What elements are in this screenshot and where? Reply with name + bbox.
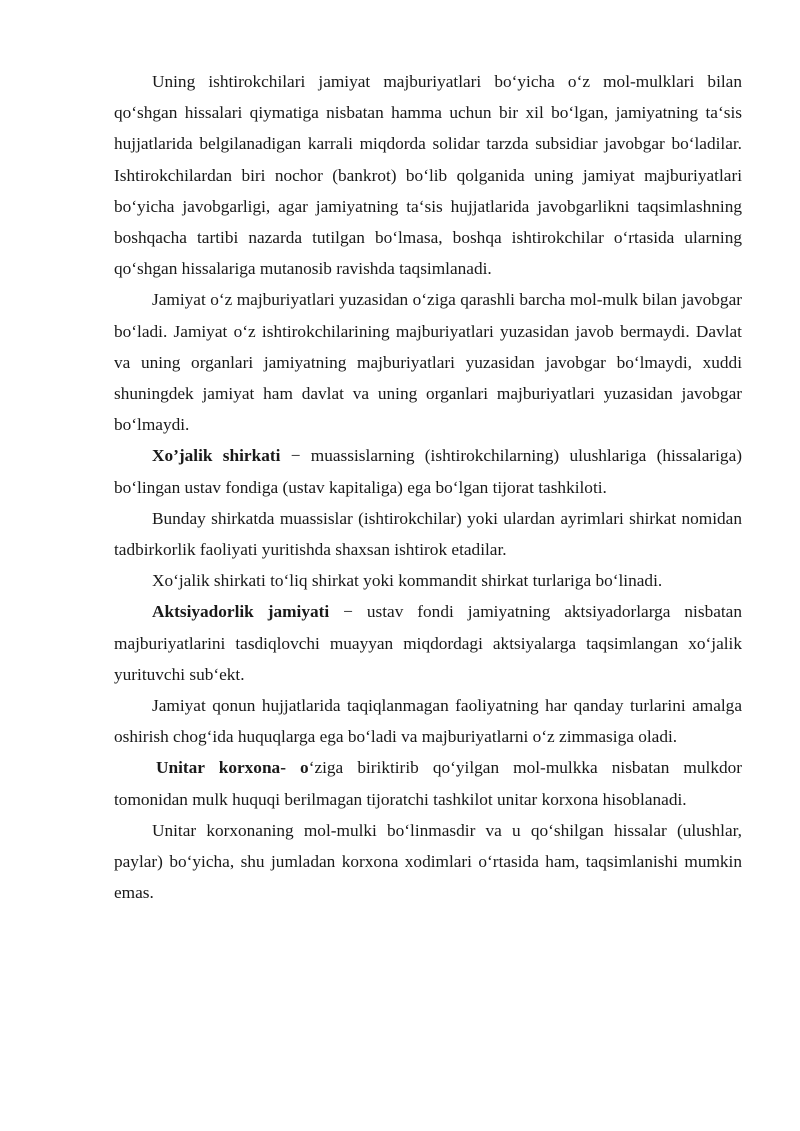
document-page: [114, 66, 742, 908]
paragraph-text: − ustav fondi jamiyatning aktsiyadorlarga nisbatan majburiyatlarini tasdiqlovchi muayyan miqdordagi aktsiyalarga taqsimlangan xo‘jalik yurituvchi sub‘ekt.: [114, 602, 742, 684]
paragraph-partnership-participation: [114, 503, 742, 565]
paragraph-text: Xo‘jalik shirkati to‘liq shirkat yoki kommandit shirkat turlariga bo‘linadi.: [152, 571, 663, 591]
paragraph-text: Jamiyat qonun hujjatlarida taqiqlanmagan faoliyatning har qanday turlarini amalga oshirish chog‘ida huquqlarga ega bo‘ladi va majburiyatlarni o‘z zimmasiga oladi.: [114, 696, 742, 747]
paragraph-text: Unitar korxonaning mol-mulki bo‘linmasdir va u qo‘shilgan hissalar (ulushlar, paylar) bo‘yicha, shu jumladan korxona xodimlari o‘rtasida ham, taqsimlanishi mumkin emas.: [114, 820, 742, 903]
paragraph-company-rights: [114, 690, 742, 752]
paragraph-text: Bunday shirkatda muassislar (ishtirokchilar) yoki ulardan ayrimlari shirkat nomidan tadbirkorlik faoliyati yuritishda shaxsan ishtirok etadilar.: [114, 508, 742, 560]
paragraph-text: ‘ziga biriktirib qo‘yilgan mol-mulkka nisbatan mulkdor tomonidan mulk huquqi berilmagan tijoratchi tashkilot unitar korxona hisoblanadi.: [114, 758, 742, 809]
paragraph-partnership-types: [114, 565, 742, 596]
paragraph-text: − muassislarning (ishtirokchilarning) ulushlariga (hissalariga) bo‘lingan ustav fondiga (ustav kapitaliga) ega bo‘lgan tijorat tashkiloti.: [114, 446, 742, 497]
paragraph-text: Jamiyat o‘z majburiyatlari yuzasidan o‘ziga qarashli barcha mol-mulk bilan javobgar bo‘ladi. Jamiyat o‘z ishtirokchilarining majburiyatlari yuzasidan javob bermaydi. Davlat va uning organlari jamiyatning majburiyatlari yuzasidan javobgar bo‘lmaydi, xuddi shuningdek jamiyat ham davlat va uning organlari majburiyatlari yuzasidan javobgar bo‘lmaydi.: [114, 290, 742, 435]
term-economic-partnership: Xo’jalik shirkati: [152, 446, 281, 466]
paragraph-solidary-liability: [114, 66, 742, 284]
paragraph-unitary-property: [114, 815, 742, 909]
paragraph-joint-stock-company: [114, 596, 742, 690]
paragraph-company-liability: [114, 284, 742, 440]
paragraph-unitary-enterprise: [114, 752, 742, 814]
term-joint-stock-company: Aktsiyadorlik jamiyati: [152, 602, 330, 622]
paragraph-economic-partnership: [114, 440, 742, 502]
paragraph-text: Uning ishtirokchilari jamiyat majburiyatlari bo‘yicha o‘z mol-mulklari bilan qo‘shgan hissalari qiymatiga nisbatan hamma uchun bir xil bo‘lgan, jamiyatning ta‘sis hujjatlarida belgilanadigan karrali miqdorda solidar tarzda subsidiar javobgar bo‘ladilar. Ishtirokchilardan biri nochor (bankrot) bo‘lib qolganida uning jamiyat majburiyatlari bo‘yicha javobgarligi, agar jamiyatning ta‘sis hujjatlarida javobgarlikni taqsimlashning boshqacha tartibi nazarda tutilgan bo‘lmasa, boshqa ishtirokchilar o‘rtasida ularning qo‘shgan hissalariga mutanosib ravishda taqsimlanadi.: [114, 72, 742, 279]
term-unitary-enterprise: Unitar korxona- o: [156, 758, 309, 778]
